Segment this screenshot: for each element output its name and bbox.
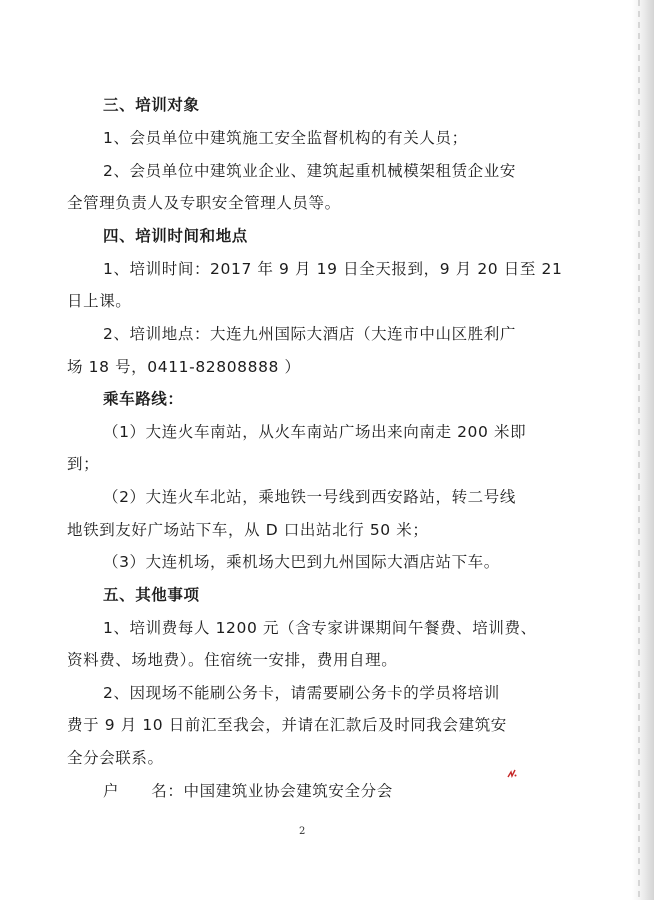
section-heading-other-matters: 五、其他事项 [103,586,200,604]
paragraph-line: 全分会联系。 [67,749,164,767]
paragraph-line: 全管理负责人及专职安全管理人员等。 [67,194,341,212]
paragraph-line: 1、培训费每人 1200 元（含专家讲课期间午餐费、培训费、 [103,619,537,637]
paragraph-line: （2）大连火车北站，乘地铁一号线到西安路站，转二号线 [103,488,516,506]
paragraph-line: 2、因现场不能刷公务卡，请需要刷公务卡的学员将培训 [103,684,500,702]
account-name-line: 户 名：中国建筑业协会建筑安全分会 [103,782,393,800]
paragraph-line: （1）大连火车南站，从火车南站广场出来向南走 200 米即 [103,423,527,441]
subheading-transport-routes: 乘车路线： [103,390,184,408]
paragraph-line: 到； [67,455,100,473]
red-ink-mark [506,768,518,780]
paragraph-line: 日上课。 [67,292,132,310]
section-heading-training-targets: 三、培训对象 [103,96,200,114]
paragraph-line: 1、培训时间：2017 年 9 月 19 日全天报到，9 月 20 日至 21 [103,260,563,278]
paragraph-line: 资料费、场地费）。住宿统一安排，费用自理。 [67,651,398,669]
paragraph-line: 场 18 号，0411-82808888 ） [67,358,301,376]
page-number: 2 [299,826,306,837]
section-heading-time-and-place: 四、培训时间和地点 [103,227,248,245]
paragraph-line: 地铁到友好广场站下车，从 D 口出站北行 50 米； [67,521,429,539]
paragraph-line: 1、会员单位中建筑施工安全监督机构的有关人员； [103,129,468,147]
paragraph-line: （3）大连机场，乘机场大巴到九州国际大酒店站下车。 [103,553,500,571]
paragraph-line: 2、培训地点：大连九州国际大酒店（大连市中山区胜利广 [103,325,516,343]
scan-edge-shadow [632,0,654,900]
paragraph-line: 2、会员单位中建筑业企业、建筑起重机械模架租赁企业安 [103,162,516,180]
paragraph-line: 费于 9 月 10 日前汇至我会，并请在汇款后及时同我会建筑安 [67,716,507,734]
